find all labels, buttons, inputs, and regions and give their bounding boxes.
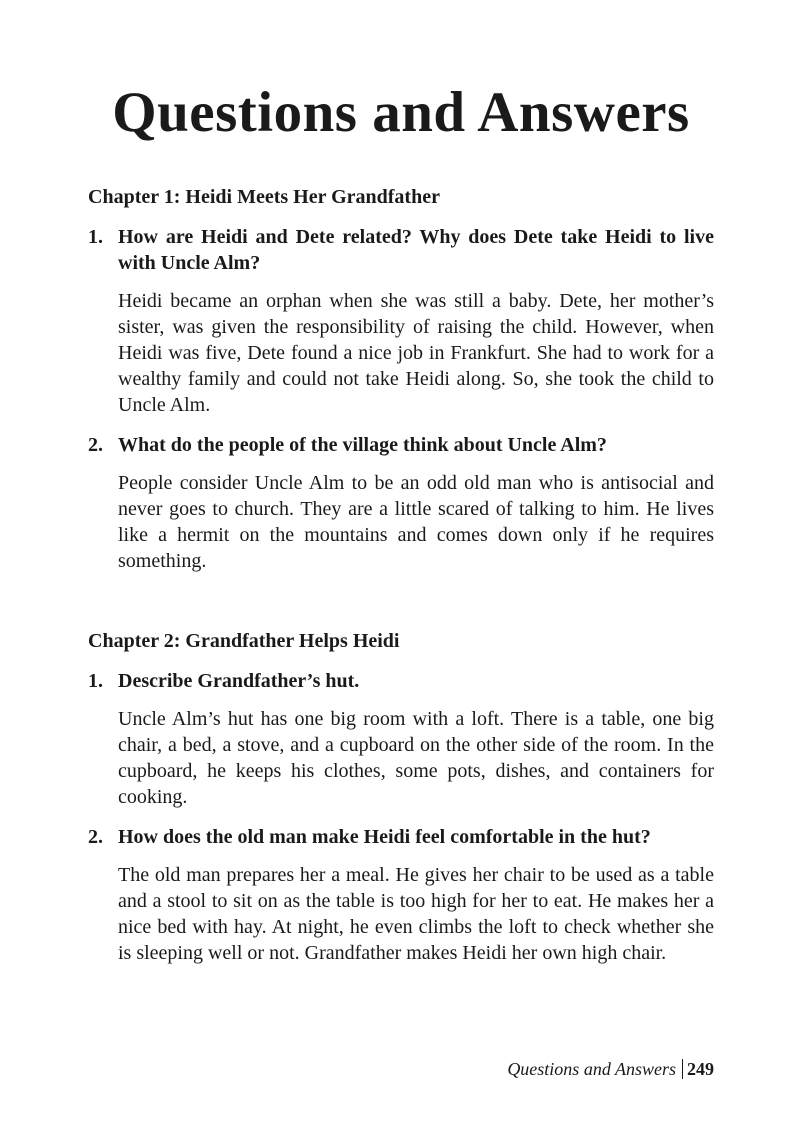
answer-text: The old man prepares her a meal. He gives her chair to be used as a table and a stool to sit on as the table is too high for her to eat. He makes her a nice bed with hay. At night, he even climbs the loft to check whether she is sleeping well or not. Grandfather makes Heidi her own high chair. (118, 864, 714, 964)
question-number: 1. (88, 670, 103, 692)
qa-item (88, 432, 714, 574)
answer-text: People consider Uncle Alm to be an odd old man who is antisocial and never goes to church. They are a little scared of talking to him. He lives like a hermit on the mountains and comes down only if he requires something. (118, 472, 714, 572)
question-number: 2. (88, 826, 103, 848)
chapter-2-section (88, 628, 714, 966)
question (88, 668, 714, 694)
page-number: 249 (687, 1059, 714, 1079)
footer-divider (682, 1059, 683, 1079)
book-page (88, 0, 714, 1142)
qa-item (88, 668, 714, 810)
question (88, 432, 714, 458)
qa-item (88, 824, 714, 966)
question-number: 1. (88, 226, 103, 248)
chapter-1-section (88, 184, 714, 574)
chapter-heading: Chapter 1: Heidi Meets Her Grandfather (88, 186, 440, 208)
page-footer (507, 1058, 714, 1080)
question-text: How are Heidi and Dete related? Why does Dete take Heidi to live with Uncle Alm? (118, 226, 714, 274)
chapter-heading: Chapter 2: Grandfather Helps Heidi (88, 630, 400, 652)
question-text: Describe Grandfather’s hut. (118, 670, 360, 692)
running-title: Questions and Answers (507, 1059, 676, 1079)
page-title: Questions and Answers (112, 81, 690, 144)
question-text: What do the people of the village think about Uncle Alm? (118, 434, 607, 456)
qa-item (88, 224, 714, 418)
question (88, 224, 714, 276)
answer-text: Uncle Alm’s hut has one big room with a loft. There is a table, one big chair, a bed, a stove, and a cupboard on the other side of the room. In the cupboard, he keeps his clothes, some pots, dishes, and containers for cooking. (118, 708, 714, 808)
question-number: 2. (88, 434, 103, 456)
answer-text: Heidi became an orphan when she was still a baby. Dete, her mother’s sister, was given the responsibility of raising the child. However, when Heidi was five, Dete found a nice job in Frankfurt. She had to work for a wealthy family and could not take Heidi along. So, she took the child to Uncle Alm. (118, 290, 714, 416)
question-text: How does the old man make Heidi feel comfortable in the hut? (118, 826, 651, 848)
question (88, 824, 714, 850)
